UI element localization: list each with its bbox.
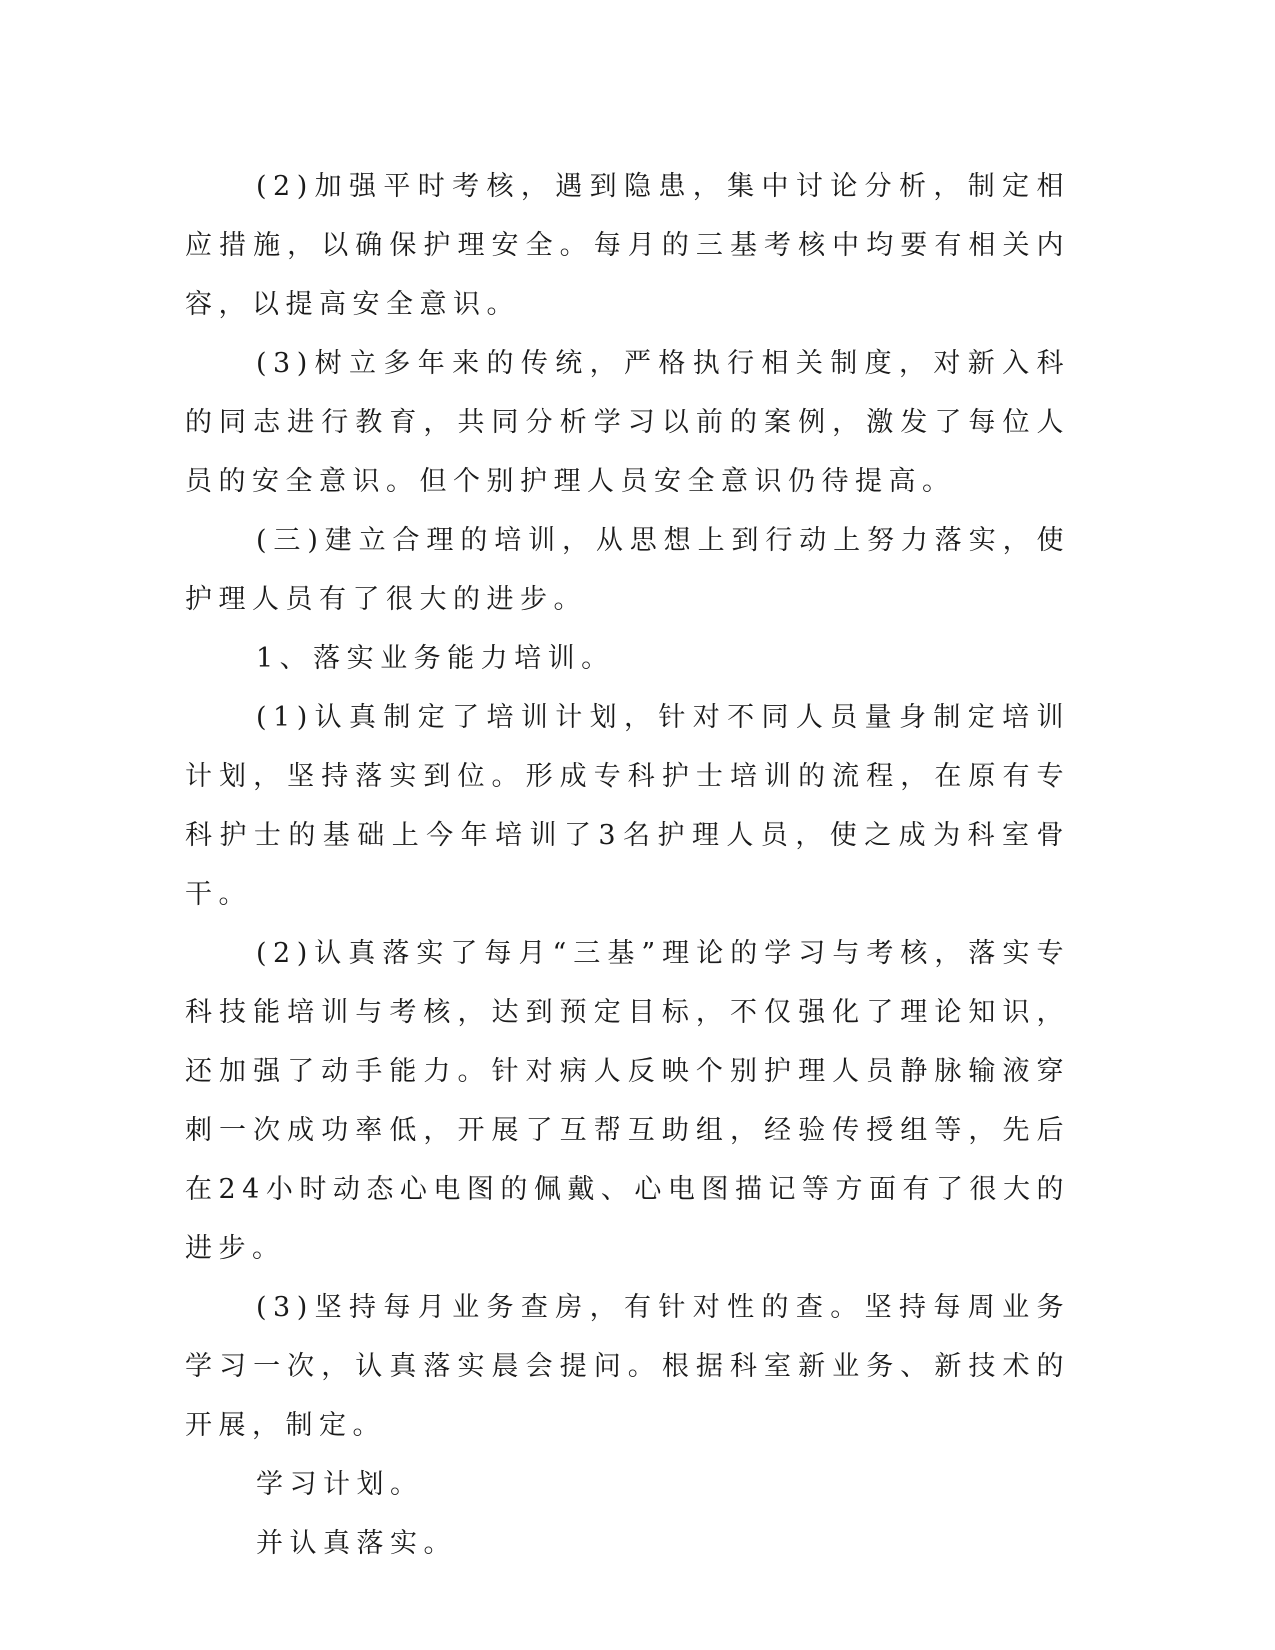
- paragraph-training-plan: (1)认真制定了培训计划，针对不同人员量身制定培训计划，坚持落实到位。形成专科护士培训的流程，在原有专科护士的基础上今年培训了3名护理人员，使之成为科室骨干。: [185, 702, 1070, 910]
- document-body: [185, 157, 1070, 1573]
- paragraph-safety-tradition: (3)树立多年来的传统，严格执行相关制度，对新入科的同志进行教育，共同分析学习以前的案例，激发了每位人员的安全意识。但个别护理人员安全意识仍待提高。: [185, 348, 1070, 497]
- paragraph-study-plan: 学习计划。: [256, 1469, 424, 1500]
- paragraph-implement: 并认真落实。: [256, 1528, 457, 1559]
- paragraph-three-basics: (2)认真落实了每月“三基”理论的学习与考核，落实专科技能培训与考核，达到预定目标，不仅强化了理论知识，还加强了动手能力。针对病人反映个别护理人员静脉输液穿刺一次成功率低，开展了互帮互助组，经验传授组等，先后在24小时动态心电图的佩戴、心电图描记等方面有了很大的进步。: [185, 938, 1070, 1264]
- paragraph-safety-assessment: (2)加强平时考核，遇到隐患，集中讨论分析，制定相应措施，以确保护理安全。每月的三基考核中均要有相关内容，以提高安全意识。: [185, 171, 1070, 320]
- paragraph-ward-rounds: (3)坚持每月业务查房，有针对性的查。坚持每周业务学习一次，认真落实晨会提问。根据科室新业务、新技术的开展，制定。: [185, 1292, 1070, 1441]
- paragraph-training-heading: 1、落实业务能力培训。: [256, 643, 615, 674]
- paragraph-training-section: (三)建立合理的培训，从思想上到行动上努力落实，使护理人员有了很大的进步。: [185, 525, 1070, 615]
